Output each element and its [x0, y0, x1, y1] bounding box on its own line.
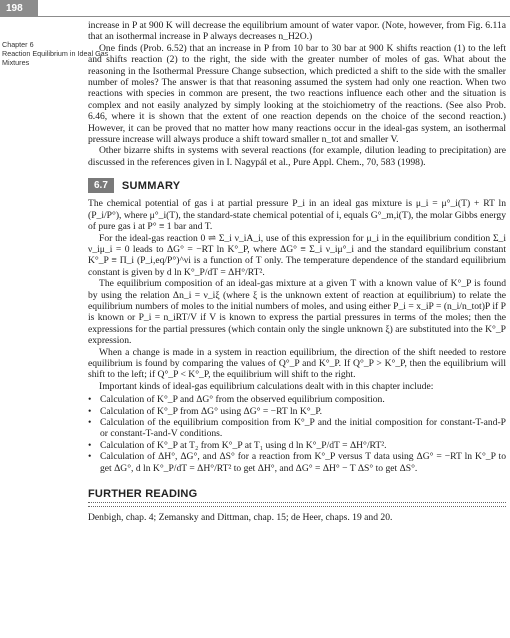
chapter-title-line-1: Reaction Equilibrium in Ideal Gas: [2, 49, 109, 58]
summary-paragraph: When a change is made in a system in reaction equilibrium, the direction of the shift needed to restore equilibrium is found by comparing the values of Q°_P and K°_P. If Q°_P > K°_P, then the equilibrium will shift to the left; if Q°_P < K°_P, the equilibrium will shift to the right.: [88, 346, 506, 381]
running-head: [2, 40, 109, 67]
bullet-item: • Calculation of K°_P and ΔG° from the observed equilibrium composition.: [88, 394, 506, 405]
body-paragraph: One finds (Prob. 6.52) that an increase in P from 10 bar to 30 bar at 900 K shifts reaction (1) to the left and shifts reaction (2) to the right, the side with the greater number of moles of gas. What about the reasoning in the Isothermal Pressure Change subsection, which predicted a shift to the side with the smaller number of moles? The answer is that that reasoning assumed the system had only one reaction. When two reactions with species in common are present, the two reactions influence each other and the situation is complex and not easily analyzed by simply looking at the stoichiometry of the reactions. (See also Prob. 6.46, where it is shown that the extent of one reaction depends on the choice of the second reaction.) However, it can be proved that no matter how many reactions occur in the ideal-gas system, an isothermal pressure increase will always produce a shift toward smaller n_tot and smaller V.: [88, 42, 506, 146]
summary-paragraph: The chemical potential of gas i at partial pressure P_i in an ideal gas mixture is μ_i = μ°_i(T) + RT ln (P_i/P°), where μ°_i(T), the standard-state chemical potential of i, equals G°_m,i(T), the molar Gibbs energy of pure gas i at P° ≡ 1 bar and T.: [88, 198, 506, 233]
bullet-item: • Calculation of K°_P from ΔG° using ΔG° = −RT ln K°_P.: [88, 406, 506, 417]
chapter-label: Chapter 6: [2, 40, 34, 49]
summary-paragraph: The equilibrium composition of an ideal-gas mixture at a given T with a known value of K°_P is found by using the relation Δn_i = ν_iξ (where ξ is the unknown extent of reaction at equilibrium) to relate the equilibrium numbers of moles to the initial numbers of moles, and using either P_i = x_iP = (n_i/n_tot)P if P is known or P_i = n_iRT/V if V is known to express the partial pressures in terms of the moles; then the expressions for the partial pressures (which contain only the single unknown ξ) are substituted into the K°_P expression.: [88, 278, 506, 347]
summary-paragraph: Important kinds of ideal-gas equilibrium calculations dealt with in this chapter include:: [99, 380, 434, 392]
bullet-item: • Calculation of the equilibrium composition from K°_P and the initial composition for constant-T-and-P or constant-T-and-V conditions.: [88, 417, 506, 440]
summary-paragraph: For the ideal-gas reaction 0 ⇌ Σ_i ν_iA_i, use of this expression for μ_i in the equilibrium condition Σ_i ν_iμ_i = 0 leads to ΔG° = −RT ln K°_P, where ΔG° ≡ Σ_i ν_iμ°_i and the standard equilibrium constant K°_P ≡ Π_i (P_i,eq/P°)^νi is a function of T only. The temperature dependence of the standard equilibrium constant is given by d ln K°_P/dT = ΔH°/RT².: [88, 232, 506, 278]
further-reading-heading: FURTHER READING: [88, 488, 198, 501]
further-reading-rule: [88, 502, 506, 507]
section-title: SUMMARY: [121, 179, 181, 192]
body-paragraph: increase in P at 900 K will decrease the equilibrium amount of water vapor. (Note, however, from Fig. 6.11a that an isothermal increase in P always decreases n_H2O.): [88, 20, 506, 43]
section-number: 6.7: [88, 178, 114, 193]
page-number: 198: [0, 0, 38, 17]
bullet-item: • Calculation of ΔH°, ΔG°, and ΔS° for a reaction from K°_P versus T data using ΔG° = −RT ln K°_P to get ΔG°, d ln K°_P/dT = ΔH°/RT² to get ΔH°, and ΔG° = ΔH° − T ΔS° to get ΔS°.: [88, 451, 506, 474]
summary-bullet-list: [88, 394, 506, 474]
section-heading: [88, 178, 506, 193]
chapter-title-line-2: Mixtures: [2, 58, 30, 67]
main-text: [88, 20, 506, 523]
body-paragraph: Other bizarre shifts in systems with several reactions (for example, dilution leading to precipitation) are discussed in the references given in I. Nagypál et al., Pure Appl. Chem., 70, 583 (1998).: [88, 145, 506, 168]
bullet-item: • Calculation of K°_P at T₂ from K°_P at T₁ using d ln K°_P/dT = ΔH°/RT².: [88, 440, 506, 451]
header-rule: [38, 16, 510, 17]
further-reading-text: Denbigh, chap. 4; Zemansky and Dittman, chap. 15; de Heer, chaps. 19 and 20.: [88, 512, 393, 524]
